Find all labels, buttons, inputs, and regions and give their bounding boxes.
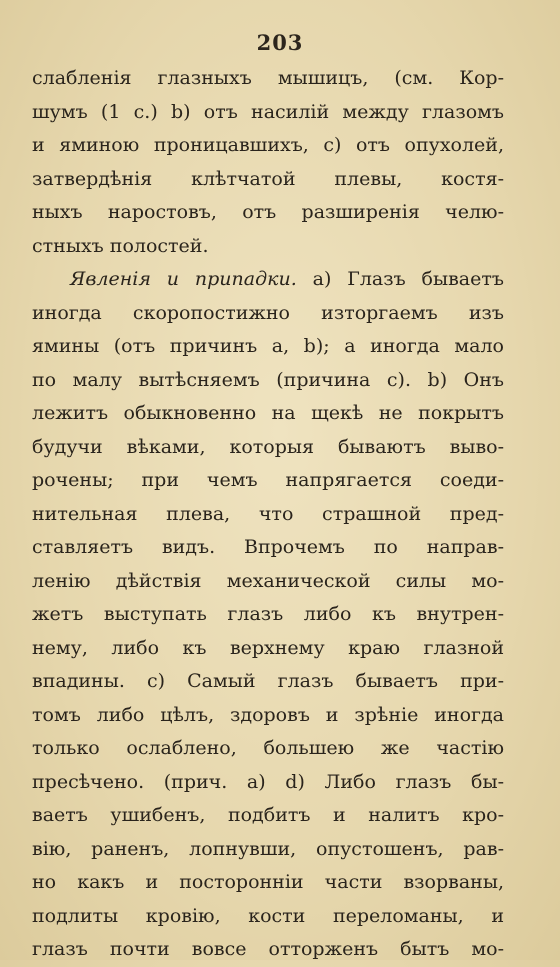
- text-line: ставляетъ видъ. Впрочемъ по направ-: [32, 536, 504, 558]
- text-line: впадины. с) Самый глазъ бываетъ при-: [32, 670, 504, 692]
- text-line: ямины (отъ причинъ а, b); а иногда мало: [32, 335, 504, 357]
- text-line: нительная плева, что страшной пред-: [32, 502, 504, 525]
- text-line: глазъ почти вовсе отторженъ бытъ мо-: [32, 938, 504, 960]
- text-line: ныхъ наростовъ, отъ разширенія челю-: [32, 201, 504, 223]
- text-line: стныхъ полостей.: [32, 234, 209, 257]
- text-line: жетъ выступать глазъ либо къ внутрен-: [32, 603, 504, 625]
- text-line: по малу вытѣсняемъ (причина с). b) Онъ: [32, 368, 504, 391]
- text-line: пресѣчено. (прич. а) d) Либо глазъ бы-: [32, 770, 504, 793]
- section-heading: Явленія и припадки.: [70, 268, 297, 290]
- text-line: но какъ и посторонніи части взорваны,: [32, 871, 504, 893]
- body-text: [32, 62, 504, 967]
- text-line: вію, раненъ, лопнувши, опустошенъ, рав-: [32, 837, 504, 860]
- text-line: и яминою проницавшихъ, с) отъ опухолей,: [32, 134, 504, 156]
- text-line: иногда скоропостижно изторгаемъ изъ: [32, 301, 504, 324]
- paragraph-first-line: [32, 263, 504, 297]
- text-line: только ослаблено, большею же частію: [32, 737, 504, 759]
- text-line: будучи вѣками, которыя бываютъ выво-: [32, 435, 504, 458]
- page-number: 203: [256, 30, 304, 55]
- text-line: подлиты кровію, кости переломаны, и: [32, 904, 504, 927]
- text-line: ваетъ ушибенъ, подбитъ и налитъ кро-: [32, 804, 504, 826]
- text-line: слабленія глазныхъ мышицъ, (см. Кор-: [32, 67, 504, 89]
- text-line: шумъ (1 с.) b) отъ насилій между глазомъ: [32, 100, 504, 123]
- text-line: ленію дѣйствія механической силы мо-: [32, 569, 504, 592]
- text-line: затвердѣнія клѣтчатой плевы, костя-: [32, 167, 504, 190]
- text-line: томъ либо цѣлъ, здоровъ и зрѣніе иногда: [32, 703, 504, 726]
- text-line: лежитъ обыкновенно на щекѣ не покрытъ: [32, 402, 504, 424]
- text-run: а) Глазъ бываетъ: [312, 268, 504, 290]
- text-line: рочены; при чемъ напрягается соеди-: [32, 469, 504, 491]
- text-line: нему, либо къ верхнему краю глазной: [32, 636, 504, 659]
